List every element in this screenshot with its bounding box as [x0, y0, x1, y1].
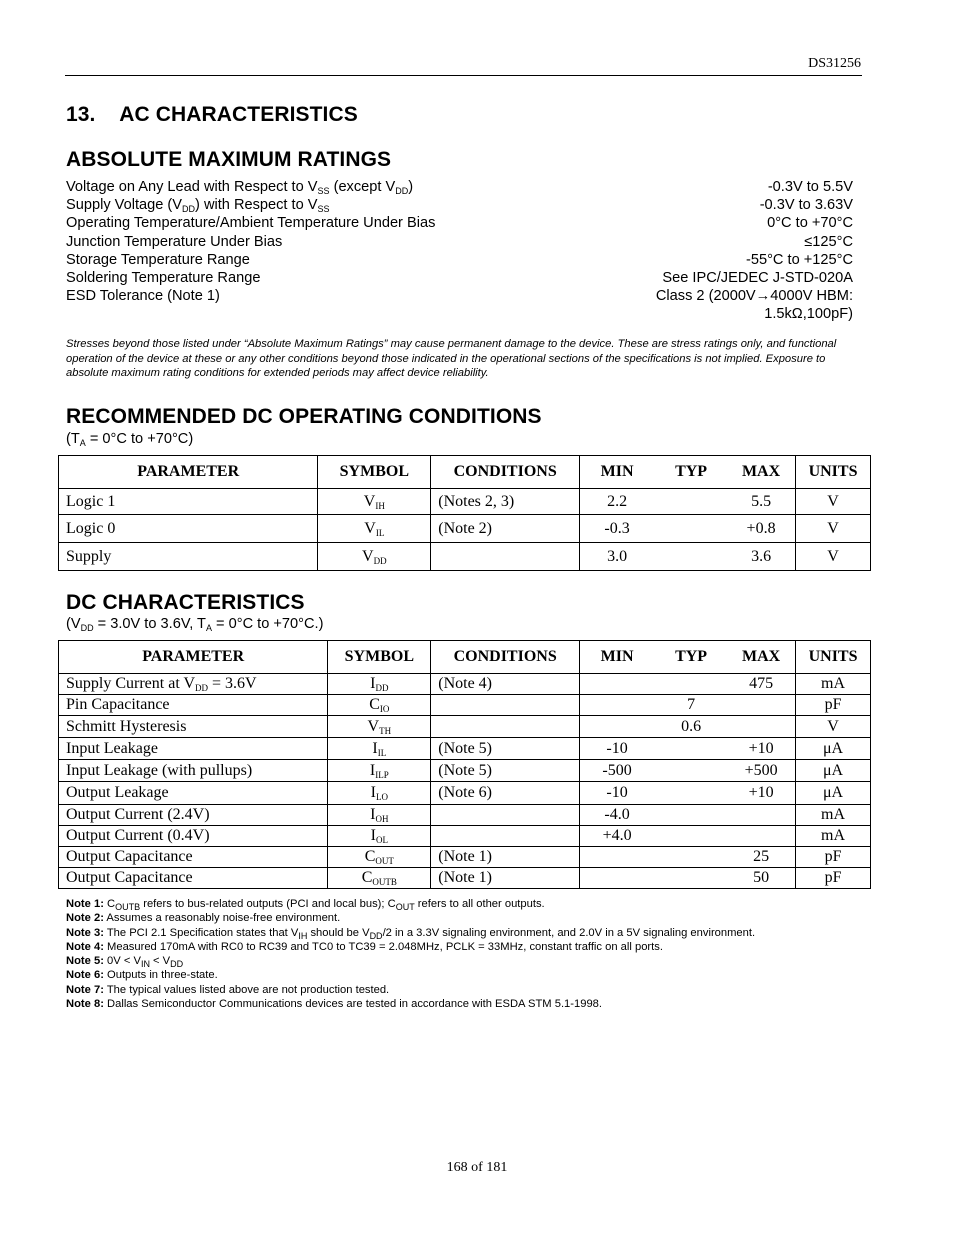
note-line: Note 6: Outputs in three-state.	[66, 969, 218, 982]
value-min	[580, 718, 654, 736]
table-row	[59, 515, 871, 543]
min-typ-max-cell	[580, 716, 796, 738]
rating-value: -0.3V to 5.5V	[767, 179, 853, 195]
value-typ	[654, 548, 728, 566]
value-min: -500	[602, 761, 632, 779]
units-cell: V	[796, 489, 871, 515]
rating-row	[66, 214, 853, 232]
rating-row	[66, 178, 853, 196]
rating-row	[66, 287, 853, 305]
value-max: 3.6	[751, 547, 772, 565]
conditions-cell	[431, 543, 580, 571]
min-typ-max-cell	[580, 826, 796, 847]
min-typ-max-cell	[580, 847, 796, 868]
note-line: Note 8: Dallas Semiconductor Communications devices are tested in accordance with ESDA STM 5.1-1998.	[66, 998, 602, 1011]
param-cell: Schmitt Hysteresis	[59, 716, 328, 738]
conditions-cell: (Note 1)	[431, 847, 580, 868]
table-row	[59, 826, 871, 847]
value-max	[728, 806, 794, 824]
value-min: -4.0	[604, 806, 630, 823]
units-cell: V	[796, 515, 871, 543]
min-typ-max-cell	[580, 868, 796, 889]
rating-value: ≤125°C	[804, 233, 853, 250]
note-line: Note 2: Assumes a reasonably noise-free environment.	[66, 912, 341, 925]
note-line: Note 1: $C_{OUTB}$ refers to bus-related outputs (PCI and local bus); $C_{OUT}$ refers to all other outputs.	[66, 898, 545, 912]
units-cell: mA	[796, 674, 871, 695]
value-typ	[654, 869, 728, 887]
value-typ	[654, 740, 728, 758]
symbol-cell: $V_{IH}$	[318, 489, 431, 515]
symbol-cell: $C_{OUT}$	[328, 847, 431, 868]
rating-value: -55°C to +125°C	[746, 251, 853, 268]
symbol-cell: $V_{TH}$	[328, 716, 431, 738]
table-row	[59, 695, 871, 716]
conditions-cell: (Note 4)	[431, 674, 580, 695]
section-title: 13. AC CHARACTERISTICS	[66, 103, 358, 126]
param-cell: Output Capacitance	[59, 847, 328, 868]
rec-dc-table	[58, 455, 871, 571]
units-cell: pF	[796, 868, 871, 889]
value-min: 2.2	[607, 492, 628, 510]
dc-char-title: DC CHARACTERISTICS	[66, 591, 305, 614]
col-conditions: CONDITIONS	[431, 641, 580, 674]
param-cell: Supply	[59, 543, 318, 571]
table-row	[59, 868, 871, 889]
value-min	[580, 848, 654, 866]
min-typ-max-cell	[580, 489, 796, 515]
conditions-cell: (Note 6)	[431, 782, 580, 805]
min-typ-max-cell	[580, 695, 796, 716]
value-typ	[654, 784, 728, 802]
symbol-cell: $I_{LO}$	[328, 782, 431, 805]
value-typ: 7	[687, 696, 696, 713]
value-typ	[654, 827, 728, 845]
table-row	[59, 805, 871, 826]
min-typ-max-cell	[580, 760, 796, 782]
rating-row	[66, 233, 853, 251]
min-typ-max-cell	[580, 543, 796, 571]
param-cell: Pin Capacitance	[59, 695, 328, 716]
rating-value: -0.3V to 3.63V	[759, 197, 853, 214]
abs-max-title: ABSOLUTE MAXIMUM RATINGS	[66, 148, 392, 171]
value-max: 50	[753, 869, 770, 886]
table-row	[59, 760, 871, 782]
param-cell: Logic 1	[59, 489, 318, 515]
rating-label: Storage Temperature Range	[66, 251, 250, 268]
value-typ	[654, 848, 728, 866]
table-row	[59, 674, 871, 695]
table-row	[59, 738, 871, 760]
rating-row	[66, 196, 853, 214]
param-cell: Output Current (0.4V)	[59, 826, 328, 847]
conditions-cell: (Note 2)	[431, 515, 580, 543]
value-typ	[654, 762, 728, 780]
min-typ-max-cell	[580, 515, 796, 543]
rating-label: Junction Temperature Under Bias	[66, 233, 283, 250]
col-min-typ-max: MIN TYP MAX	[580, 456, 796, 489]
table-row	[59, 543, 871, 571]
value-max	[728, 696, 794, 714]
value-min	[580, 869, 654, 887]
dc-char-table	[58, 640, 871, 889]
symbol-cell: $V_{IL}$	[318, 515, 431, 543]
header-rule	[65, 75, 862, 76]
symbol-cell: $I_{OL}$	[328, 826, 431, 847]
param-cell: Logic 0	[59, 515, 318, 543]
stress-note: Stresses beyond those listed under “Absolute Maximum Ratings” may cause permanent damage to the device. These are stress ratings only, and functional operation of the device at these or any other conditions beyond those indicated in the operational sections of the specifications is not implied. Exposure to absolute maximum rating conditions for extended periods may affect device reliability.	[66, 338, 837, 380]
rating-label: Operating Temperature/Ambient Temperature Under Bias	[66, 215, 436, 232]
rating-value: Class 2 (2000V→4000V HBM:	[655, 288, 853, 305]
rating-label: Supply Voltage $(V_{DD})$ with Respect to $V_{SS}$	[66, 197, 330, 215]
param-cell: Output Capacitance	[59, 868, 328, 889]
value-max: +0.8	[746, 519, 776, 537]
param-cell: Input Leakage (with pullups)	[59, 760, 328, 782]
rec-dc-title: RECOMMENDED DC OPERATING CONDITIONS	[66, 405, 542, 428]
rating-label: Soldering Temperature Range	[66, 269, 261, 286]
symbol-cell: $I_{IL}$	[328, 738, 431, 760]
value-max: 25	[753, 848, 770, 865]
units-cell: pF	[796, 847, 871, 868]
conditions-cell: (Note 5)	[431, 738, 580, 760]
conditions-cell: (Note 5)	[431, 760, 580, 782]
conditions-cell	[431, 695, 580, 716]
table-row	[59, 716, 871, 738]
value-min	[580, 696, 654, 714]
symbol-cell: $I_{ILP}$	[328, 760, 431, 782]
value-max: 5.5	[751, 492, 772, 510]
value-max: +500	[744, 761, 778, 779]
units-cell: V	[796, 543, 871, 571]
units-cell: pF	[796, 695, 871, 716]
value-min	[580, 675, 654, 693]
units-cell: μA	[796, 782, 871, 805]
col-units: UNITS	[796, 456, 871, 489]
rating-label: ESD Tolerance (Note 1)	[66, 288, 220, 305]
conditions-cell: (Notes 2, 3)	[431, 489, 580, 515]
col-parameter: PARAMETER	[59, 456, 318, 489]
col-symbol: SYMBOL	[328, 641, 431, 674]
rating-value: See IPC/JEDEC J-STD-020A	[662, 269, 853, 286]
value-max	[728, 718, 794, 736]
value-min: -10	[606, 784, 628, 801]
rating-row	[66, 305, 853, 323]
rating-row	[66, 251, 853, 269]
note-line: Note 4: Measured 170mA with RC0 to RC39 and TC0 to TC39 = 2.048MHz, PCLK = 33MHz, constant traffic on all ports.	[66, 940, 663, 953]
conditions-cell	[431, 716, 580, 738]
notes	[66, 897, 755, 1011]
rec-dc-conditions: ($T_A = 0^\circ C$ to +70°C)	[66, 431, 194, 448]
conditions-cell: (Note 1)	[431, 868, 580, 889]
param-cell: Output Leakage	[59, 782, 328, 805]
col-min-typ-max: MIN TYP MAX	[580, 641, 796, 674]
symbol-cell: $C_{OUTB}$	[328, 868, 431, 889]
value-min: -0.3	[604, 519, 630, 537]
col-units: UNITS	[796, 641, 871, 674]
value-min: -10	[606, 739, 628, 757]
rating-row	[66, 269, 853, 287]
value-max: 475	[749, 675, 774, 692]
col-symbol: SYMBOL	[318, 456, 431, 489]
value-typ: 0.6	[681, 717, 702, 735]
min-typ-max-cell	[580, 738, 796, 760]
table-row	[59, 847, 871, 868]
value-max: +10	[748, 784, 774, 801]
units-cell: mA	[796, 826, 871, 847]
units-cell: V	[796, 716, 871, 738]
dc-char-conditions: ($V_{DD} = 3.0V$ to 3.6V, $T_A = 0^\circ C$ to +70°C.)	[66, 616, 324, 633]
note-line: Note 5: $0V < V_{IN} < V_{DD}$	[66, 955, 184, 970]
note-line: Note 3: The PCI 2.1 Specification states that $V_{IH}$ should be $V_{DD}/2$ in a 3.3V signaling environment, and 2.0V in a 5V signaling environment.	[66, 926, 756, 941]
value-typ	[654, 675, 728, 693]
min-typ-max-cell	[580, 805, 796, 826]
units-cell: mA	[796, 805, 871, 826]
note-line: Note 7: The typical values listed above are not production tested.	[66, 983, 390, 996]
table-row	[59, 489, 871, 515]
symbol-cell: $V_{DD}$	[318, 543, 431, 571]
symbol-cell: $I_{DD}$	[328, 674, 431, 695]
value-max	[728, 827, 794, 845]
min-typ-max-cell	[580, 782, 796, 805]
value-min: 3.0	[607, 547, 628, 565]
units-cell: μA	[796, 760, 871, 782]
table-row	[59, 782, 871, 805]
value-min: +4.0	[602, 827, 632, 844]
units-cell: μA	[796, 738, 871, 760]
rating-value: 1.5kΩ,100pF)	[764, 306, 853, 323]
document-id: DS31256	[808, 56, 861, 71]
param-cell: Supply Current at $V_{DD} = 3.6V$	[59, 674, 328, 695]
param-cell: Output Current (2.4V)	[59, 805, 328, 826]
symbol-cell: $I_{OH}$	[328, 805, 431, 826]
value-max: +10	[748, 739, 774, 757]
value-typ	[654, 493, 728, 511]
rating-value: 0°C to +70°C	[767, 215, 853, 232]
value-typ	[654, 806, 728, 824]
conditions-cell	[431, 805, 580, 826]
page-number: 168 of 181	[446, 1160, 508, 1175]
value-typ	[654, 520, 728, 538]
min-typ-max-cell	[580, 674, 796, 695]
abs-max-list	[66, 178, 853, 324]
rating-label: Voltage on Any Lead with Respect to $V_{SS}$ (except $V_{DD}$)	[66, 179, 414, 196]
symbol-cell: $C_{IO}$	[328, 695, 431, 716]
param-cell: Input Leakage	[59, 738, 328, 760]
col-parameter: PARAMETER	[59, 641, 328, 674]
conditions-cell	[431, 826, 580, 847]
col-conditions: CONDITIONS	[431, 456, 580, 489]
